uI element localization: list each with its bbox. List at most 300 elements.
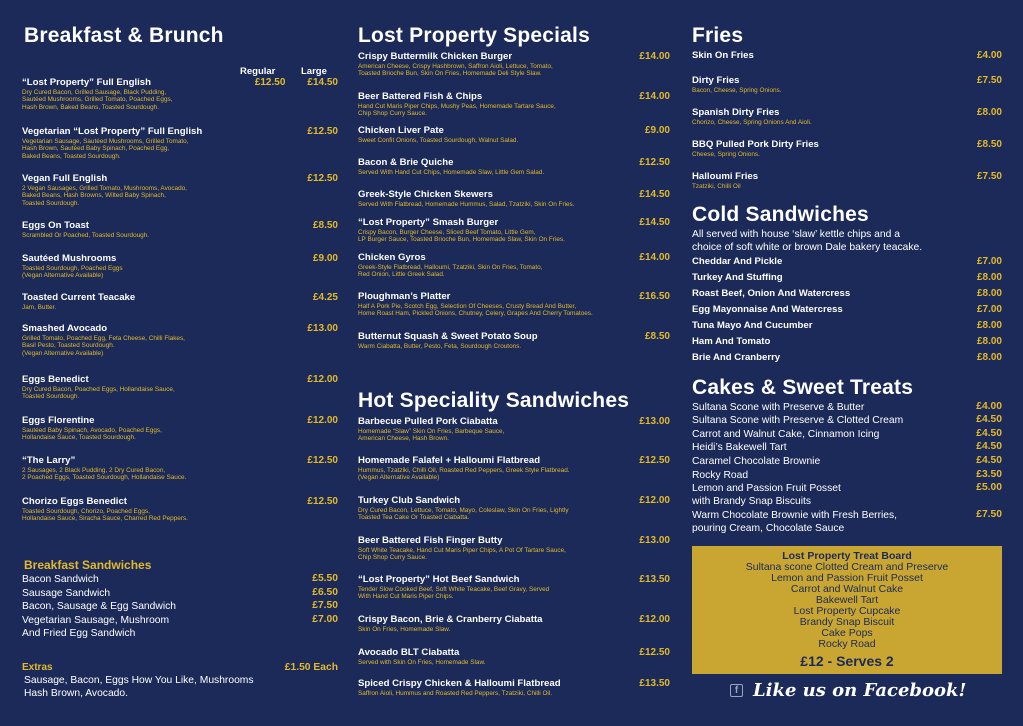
description-line: Dry Cured Bacon, Lettuce, Tomato, Mayo, Coleslaw, Skin On Fries, Lightly bbox=[358, 507, 569, 514]
cake-name bbox=[692, 401, 864, 414]
description-line: (Vegan Alternative Available) bbox=[22, 349, 104, 357]
cake-name bbox=[692, 482, 841, 508]
cake-price: £4.50 bbox=[976, 428, 1002, 439]
cold-sandwich-name: Egg Mayonnaise And Watercress bbox=[692, 304, 843, 315]
cake-name-line: Caramel Chocolate Brownie bbox=[692, 456, 821, 467]
menu-item-price: £14.50 bbox=[639, 189, 670, 200]
menu-item-description bbox=[22, 232, 338, 239]
menu-item-name: Beer Battered Fish Finger Butty bbox=[358, 535, 503, 546]
description-line: Soft White Teacake, Hand Cut Maris Piper Chips, A Pot Of Tartare Sauce, bbox=[358, 547, 566, 554]
menu-item bbox=[22, 253, 338, 280]
treat-board-item: Carrot and Walnut Cake bbox=[790, 583, 904, 595]
price-group bbox=[255, 77, 338, 88]
menu-item-price: £12.50 bbox=[639, 157, 670, 168]
menu-item-name: Crispy Buttermilk Chicken Burger bbox=[358, 51, 513, 62]
description-line: Toasted Sourdough, Chorizo, Poached Eggs, bbox=[22, 508, 150, 515]
menu-item-row bbox=[358, 189, 670, 200]
menu-item-description bbox=[358, 63, 670, 78]
cold-sandwich-name: Brie And Cranberry bbox=[692, 352, 781, 363]
description-line: Cheese, Spring Onions. bbox=[692, 151, 760, 158]
menu-item-price: £12.50 bbox=[307, 455, 338, 466]
menu-item bbox=[22, 292, 338, 311]
menu-item bbox=[22, 126, 338, 160]
description-line: Dry Cured Bacon, Poached Eggs, Hollandaise Sauce, bbox=[22, 386, 175, 393]
description-line: Saffron Aioli, Hummus and Roasted Red Peppers, Tzatziki, Chilli Oil. bbox=[358, 690, 553, 697]
menu-item-name: “Lost Property” Smash Burger bbox=[358, 217, 499, 228]
menu-item-row bbox=[358, 416, 670, 427]
cake-name-line: Heidi’s Bakewell Tart bbox=[692, 442, 787, 453]
menu-item bbox=[22, 415, 338, 442]
cake-row bbox=[692, 509, 1002, 535]
description-line: Chorizo, Cheese, Spring Onions And Aioli. bbox=[692, 119, 812, 126]
menu-item bbox=[22, 220, 338, 239]
breakfast-sandwiches-title: Breakfast Sandwiches bbox=[24, 558, 152, 572]
menu-item bbox=[692, 50, 1002, 61]
cake-name-line: Sultana Scone with Preserve & Clotted Cream bbox=[692, 415, 904, 426]
menu-item-price: £16.50 bbox=[639, 291, 670, 302]
menu-item-row bbox=[22, 292, 338, 303]
description-line: Vegetarian Sausage, Sautéed Mushrooms, Grilled Tomato, bbox=[22, 138, 189, 145]
cake-price: £3.50 bbox=[976, 469, 1002, 480]
menu-item-price: £12.00 bbox=[639, 495, 670, 506]
description-line: Sautéed Baby Spinach, Avocado, Poached Eggs, bbox=[22, 427, 162, 434]
menu-item bbox=[358, 574, 670, 601]
description-line: Warm Ciabatta, Butter, Pesto, Feta, Sourdough Croutons. bbox=[358, 343, 522, 350]
cold-sandwich-name: Turkey And Stuffing bbox=[692, 272, 783, 283]
cold-sandwich-name: Tuna Mayo And Cucumber bbox=[692, 320, 813, 331]
menu-item-description bbox=[358, 264, 670, 279]
cold-sandwich-row bbox=[692, 272, 1002, 283]
menu-item-price: £12.50 bbox=[307, 496, 338, 507]
cold-sandwich-name: Cheddar And Pickle bbox=[692, 256, 783, 267]
sandwich-name bbox=[22, 614, 169, 640]
menu-item-name: Dirty Fries bbox=[692, 75, 740, 86]
description-line: (Vegan Alternative Available) bbox=[22, 272, 104, 280]
menu-item-price: £14.50 bbox=[639, 217, 670, 228]
menu-item-description bbox=[22, 386, 338, 401]
treat-board-item: Brandy Snap Biscuit bbox=[799, 616, 895, 628]
cold-sandwich-price: £7.00 bbox=[976, 256, 1002, 267]
menu-item-price: £9.00 bbox=[312, 253, 338, 264]
cold-sandwich-price: £8.00 bbox=[976, 288, 1002, 299]
cake-name-line: with Brandy Snap Biscuits bbox=[692, 496, 812, 507]
cold-sandwich-price: £8.00 bbox=[976, 352, 1002, 363]
description-line: Baked Beans, Hash Browns, Wilted Baby Spinach, bbox=[22, 192, 166, 200]
menu-item-description bbox=[22, 508, 338, 523]
description-line: 2 Poached Eggs, Toasted Sourdough, Hollandaise Sauce. bbox=[22, 474, 187, 482]
menu-item-description bbox=[22, 304, 338, 311]
menu-item-description bbox=[358, 103, 670, 118]
menu-item bbox=[22, 77, 338, 111]
description-line: Home Roast Ham, Pickled Onions, Chutney, Celery, Grapes And Cherry Tomatoes. bbox=[358, 310, 593, 318]
cake-name-line: Sultana Scone with Preserve & Butter bbox=[692, 402, 865, 413]
menu-item-price: £14.00 bbox=[639, 51, 670, 62]
menu-item-description bbox=[692, 151, 1002, 158]
menu-item-row bbox=[22, 126, 338, 137]
description-line: Hash Brown, Sautéed Baby Spinach, Poached Egg, bbox=[22, 145, 170, 153]
menu-item-name: “The Larry” bbox=[22, 455, 76, 466]
treat-board-title: Lost Property Treat Board bbox=[782, 550, 912, 562]
menu-item-name: Vegetarian “Lost Property” Full English bbox=[22, 126, 203, 137]
menu-item-row bbox=[358, 574, 670, 585]
extras-line: Sausage, Bacon, Eggs How You Like, Mushrooms bbox=[24, 675, 254, 686]
menu-item-description bbox=[692, 87, 1002, 94]
menu-item bbox=[692, 139, 1002, 158]
menu-item-name: Crispy Bacon, Brie & Cranberry Ciabatta bbox=[358, 614, 543, 625]
menu-item-row bbox=[692, 107, 1002, 118]
menu-item-row bbox=[22, 496, 338, 507]
sandwich-name-line: And Fried Egg Sandwich bbox=[22, 628, 136, 639]
menu-item bbox=[22, 173, 338, 207]
menu-item bbox=[358, 455, 670, 482]
menu-item-description bbox=[22, 89, 338, 111]
cake-price: £7.50 bbox=[976, 509, 1002, 520]
cake-price: £4.50 bbox=[976, 414, 1002, 425]
menu-item-description bbox=[358, 137, 670, 144]
menu-item-row bbox=[358, 535, 670, 546]
menu-item bbox=[358, 291, 670, 318]
menu-item-name: Turkey Club Sandwich bbox=[358, 495, 461, 506]
menu-item-description bbox=[358, 659, 670, 666]
cake-name bbox=[692, 455, 820, 468]
sandwich-row bbox=[22, 587, 338, 600]
menu-item-name: Beer Battered Fish & Chips bbox=[358, 91, 483, 102]
menu-item-row bbox=[358, 291, 670, 302]
description-line: Skin On Fries, Homemade Slaw. bbox=[358, 626, 451, 633]
cake-name-line: pouring Cream, Chocolate Sauce bbox=[692, 523, 845, 534]
treat-board-item: Bakewell Tart bbox=[815, 594, 879, 606]
menu-item-name: Eggs Florentine bbox=[22, 415, 95, 426]
description-line: Hand Cut Maris Piper Chips, Mushy Peas, Homemade Tartare Sauce, bbox=[358, 103, 556, 110]
description-line: Crispy Bacon, Burger Cheese, Sliced Beef Tomato, Little Gem, bbox=[358, 229, 536, 236]
menu-item bbox=[358, 189, 670, 208]
hot-sandwiches-title: Hot Speciality Sandwiches bbox=[358, 389, 630, 412]
extras-price: £1.50 Each bbox=[284, 662, 338, 673]
menu-item-price: £12.50 bbox=[639, 455, 670, 466]
menu-item-name: Vegan Full English bbox=[22, 173, 108, 184]
description-line: Greek-Style Flatbread, Halloumi, Tzatziki, Skin On Fries, Tomato, bbox=[358, 264, 543, 271]
description-line: Hummus, Tzatziki, Chilli Oil, Roasted Red Peppers, Greek Style Flatbread. bbox=[358, 467, 570, 474]
menu-item-row bbox=[22, 374, 338, 385]
menu-item-description bbox=[358, 690, 670, 697]
cold-sandwich-row bbox=[692, 288, 1002, 299]
menu-item-row bbox=[358, 331, 670, 342]
menu-item-description bbox=[692, 119, 1002, 126]
cake-name-line: Warm Chocolate Brownie with Fresh Berries, bbox=[692, 510, 898, 521]
menu-item-description bbox=[358, 343, 670, 350]
cold-sandwich-row bbox=[692, 320, 1002, 331]
menu-item-description bbox=[358, 626, 670, 633]
treat-board-item: Lemon and Passion Fruit Posset bbox=[771, 572, 923, 584]
menu-item-description bbox=[22, 138, 338, 160]
cake-row bbox=[692, 469, 1002, 482]
menu-item-name: “Lost Property” Hot Beef Sandwich bbox=[358, 574, 520, 585]
menu-item-price: £13.00 bbox=[639, 535, 670, 546]
description-line: Sautéed Mushrooms, Grilled Tomato, Poached Eggs, bbox=[22, 96, 173, 104]
sandwich-name: Sausage Sandwich bbox=[22, 588, 111, 599]
menu-item bbox=[358, 535, 670, 562]
description-line: Jam, Butter. bbox=[22, 304, 57, 311]
description-line: Toasted Sourdough, Poached Eggs bbox=[22, 265, 123, 272]
cold-sandwich-price: £8.00 bbox=[976, 272, 1002, 283]
menu-item-description bbox=[22, 185, 338, 207]
menu-item-row bbox=[358, 217, 670, 228]
menu-item-name: Chicken Liver Pate bbox=[358, 125, 444, 136]
menu-item-price: £12.00 bbox=[307, 374, 338, 385]
menu-item-name: Avocado BLT Ciabatta bbox=[358, 647, 460, 658]
menu-item bbox=[22, 496, 338, 523]
menu-item bbox=[692, 107, 1002, 126]
description-line: Toasted Sourdough. bbox=[22, 199, 80, 207]
menu-item-row bbox=[692, 50, 1002, 61]
menu-item-row bbox=[358, 91, 670, 102]
description-line: Hash Brown, Baked Beans, Toasted Sourdough. bbox=[22, 103, 160, 111]
description-line: Served with Skin On Fries, Homemade Slaw. bbox=[358, 659, 486, 666]
breakfast-title: Breakfast & Brunch bbox=[24, 24, 224, 47]
cake-name bbox=[692, 441, 787, 454]
menu-item-row bbox=[358, 252, 670, 263]
menu-item-description bbox=[358, 586, 670, 601]
extras-title: Extras bbox=[22, 662, 53, 673]
menu-item-name: Chorizo Eggs Benedict bbox=[22, 496, 128, 507]
cold-sandwich-name: Ham And Tomato bbox=[692, 336, 771, 347]
menu-item bbox=[358, 647, 670, 666]
menu-item-name: Sautéed Mushrooms bbox=[22, 253, 117, 264]
menu-item-row bbox=[358, 647, 670, 658]
description-line: Baked Beans, Toasted Sourdough. bbox=[22, 152, 121, 160]
cake-name bbox=[692, 414, 903, 427]
lost-property-title: Lost Property Specials bbox=[358, 24, 590, 47]
menu-item-row bbox=[358, 678, 670, 689]
sandwich-price: £5.50 bbox=[312, 573, 338, 584]
menu-item-price: £7.50 bbox=[976, 171, 1002, 182]
menu-item-row bbox=[22, 173, 338, 184]
cold-sandwich-row bbox=[692, 304, 1002, 315]
cake-name bbox=[692, 509, 897, 535]
cake-row bbox=[692, 428, 1002, 441]
column-header-regular: Regular bbox=[240, 66, 276, 77]
menu-item-row bbox=[22, 455, 338, 466]
menu-item-name: Homemade Falafel + Halloumi Flatbread bbox=[358, 455, 541, 466]
cake-name bbox=[692, 469, 748, 482]
description-line: Tender Slow Cooked Beef, Soft White Teacake, Beef Gravy, Served bbox=[358, 586, 550, 593]
cold-sandwiches-title: Cold Sandwiches bbox=[692, 203, 869, 226]
description-line: Hollandaise Sauce, Toasted Sourdough. bbox=[22, 434, 136, 442]
menu-item bbox=[358, 614, 670, 633]
menu-item-row bbox=[358, 125, 670, 136]
menu-item bbox=[22, 323, 338, 357]
cold-sandwich-row bbox=[692, 352, 1002, 363]
cold-sandwich-price: £8.00 bbox=[976, 336, 1002, 347]
description-line: Chip Shop Curry Sauce. bbox=[358, 554, 427, 562]
menu-item bbox=[358, 51, 670, 78]
treat-board-item: Sultana scone Clotted Cream and Preserve bbox=[745, 561, 949, 573]
menu-item-name: BBQ Pulled Pork Dirty Fries bbox=[692, 139, 819, 150]
menu-item bbox=[692, 75, 1002, 94]
extras-line: Hash Brown, Avocado. bbox=[24, 687, 128, 699]
treat-board-list bbox=[692, 562, 1002, 650]
menu-item-price: £13.00 bbox=[639, 416, 670, 427]
description-line: Half A Pork Pie, Scotch Egg, Selection Of Cheeses, Crusty Bread And Butter, bbox=[358, 303, 577, 310]
intro-line: choice of soft white or brown Dale bakery teacake. bbox=[692, 242, 923, 253]
menu-item-price: £12.50 bbox=[639, 647, 670, 658]
menu-item bbox=[358, 495, 670, 522]
menu-item-name: Chicken Gyros bbox=[358, 252, 426, 263]
menu-item-description bbox=[22, 427, 338, 442]
cold-sandwich-price: £8.00 bbox=[976, 320, 1002, 331]
description-line: 2 Vegan Sausages, Grilled Tomato, Mushrooms, Avocado, bbox=[22, 185, 187, 192]
description-line: Hollandaise Sauce, Siracha Sauce, Charred Red Peppers. bbox=[22, 515, 188, 523]
column-header-large: Large bbox=[301, 66, 327, 77]
menu-item-name: Toasted Current Teacake bbox=[22, 292, 136, 303]
menu-item-price: £8.50 bbox=[644, 331, 670, 342]
description-line: Basil Pesto, Toasted Sourdough. bbox=[22, 342, 115, 350]
menu-item-row bbox=[692, 75, 1002, 86]
description-line: Toasted Sourdough. bbox=[22, 393, 80, 401]
menu-item-description bbox=[22, 335, 338, 357]
cake-row bbox=[692, 401, 1002, 414]
menu-item bbox=[22, 374, 338, 401]
menu-item-description bbox=[358, 169, 670, 176]
description-line: American Cheese, Crispy Hashbrown, Saffron Aioli, Lettuce, Tomato, bbox=[358, 63, 553, 70]
menu-item-description bbox=[358, 229, 670, 244]
menu-item-price: £8.00 bbox=[976, 107, 1002, 118]
menu-item-price: £8.50 bbox=[976, 139, 1002, 150]
description-line: Served With Hand Cut Chips, Homemade Slaw, Little Gem Salad. bbox=[358, 169, 545, 176]
menu-item-price: £12.50 bbox=[254, 77, 286, 88]
menu-item-description bbox=[358, 467, 670, 482]
menu-item-price: £14.50 bbox=[307, 77, 338, 88]
menu-item-row bbox=[358, 157, 670, 168]
menu-item-price: £12.00 bbox=[639, 614, 670, 625]
menu-item-price: £14.00 bbox=[639, 91, 670, 102]
sandwich-name-line: Vegetarian Sausage, Mushroom bbox=[22, 615, 170, 626]
menu-item-name: Eggs On Toast bbox=[22, 220, 89, 231]
menu-item-row bbox=[22, 323, 338, 334]
menu-item-row bbox=[22, 415, 338, 426]
description-line: (Vegan Alternative Available) bbox=[358, 474, 440, 482]
menu-item-name: Spanish Dirty Fries bbox=[692, 107, 780, 118]
menu-item-price: £12.50 bbox=[307, 173, 338, 184]
menu-item-row bbox=[22, 220, 338, 231]
menu-item-name: “Lost Property” Full English bbox=[22, 77, 151, 88]
cake-price: £4.00 bbox=[976, 401, 1002, 412]
description-line: LP Burger Sauce, Toasted Brioche Bun, Homemade Slaw, Skin On Fries. bbox=[358, 236, 565, 244]
cake-row bbox=[692, 455, 1002, 468]
menu-item-row bbox=[22, 253, 338, 264]
menu-item-price: £8.50 bbox=[312, 220, 338, 231]
extras-row bbox=[22, 662, 338, 673]
menu-item-name: Skin On Fries bbox=[692, 50, 754, 61]
description-line: With Hand Cut Maris Piper Chips. bbox=[358, 593, 454, 601]
menu-item-name: Halloumi Fries bbox=[692, 171, 759, 182]
sandwich-price: £7.50 bbox=[312, 600, 338, 611]
description-line: Bacon, Cheese, Spring Onions. bbox=[692, 87, 782, 94]
menu-item-name: Smashed Avocado bbox=[22, 323, 108, 334]
facebook-link[interactable] bbox=[730, 680, 966, 701]
menu-item-description bbox=[358, 303, 670, 318]
menu-item bbox=[358, 91, 670, 118]
menu-item-description bbox=[692, 183, 1002, 190]
treat-board-price: £12 - Serves 2 bbox=[800, 653, 894, 669]
cake-name-line: Lemon and Passion Fruit Posset bbox=[692, 483, 841, 494]
sandwich-name: Bacon Sandwich bbox=[22, 574, 99, 585]
fries-title: Fries bbox=[692, 24, 744, 47]
menu-item bbox=[692, 171, 1002, 190]
facebook-icon: f bbox=[730, 684, 743, 697]
menu-item bbox=[358, 331, 670, 350]
menu-item bbox=[358, 416, 670, 443]
description-line: Red Onion, Little Greek Salad. bbox=[358, 271, 445, 279]
menu-item-name: Butternut Squash & Sweet Potato Soup bbox=[358, 331, 538, 342]
cake-name bbox=[692, 428, 879, 441]
cake-row bbox=[692, 482, 1002, 508]
cold-sandwiches-intro bbox=[692, 228, 922, 254]
menu-item-name: Barbecue Pulled Pork Ciabatta bbox=[358, 416, 498, 427]
extras-description bbox=[24, 675, 254, 700]
menu-item-price: £13.50 bbox=[639, 574, 670, 585]
cake-row bbox=[692, 441, 1002, 454]
menu-item-name: Greek-Style Chicken Skewers bbox=[358, 189, 493, 200]
intro-line: All served with house ‘slaw’ kettle chips and a bbox=[692, 229, 900, 240]
menu-item bbox=[358, 125, 670, 144]
menu-item-row bbox=[358, 455, 670, 466]
description-line: Chip Shop Curry Sauce. bbox=[358, 110, 427, 118]
menu-item-price: £7.50 bbox=[976, 75, 1002, 86]
treat-board bbox=[692, 546, 1002, 674]
sandwich-price: £7.00 bbox=[312, 614, 338, 625]
cold-sandwich-price: £7.00 bbox=[976, 304, 1002, 315]
menu-item-name: Spiced Crispy Chicken & Halloumi Flatbread bbox=[358, 678, 561, 689]
cake-row bbox=[692, 414, 1002, 427]
description-line: Served With Flatbread, Homemade Hummus, Salad, Tzatziki, Skin On Fries. bbox=[358, 201, 575, 208]
cake-name-line: Carrot and Walnut Cake, Cinnamon Icing bbox=[692, 429, 880, 440]
menu-item bbox=[22, 455, 338, 482]
cold-sandwich-name: Roast Beef, Onion And Watercress bbox=[692, 288, 851, 299]
cold-sandwich-row bbox=[692, 336, 1002, 347]
sandwich-name: Bacon, Sausage & Egg Sandwich bbox=[22, 601, 176, 612]
description-line: Toasted Brioche Bun, Skin On Fries, Homemade Deli Style Slaw. bbox=[358, 70, 542, 78]
description-line: Toasted Tea Cake Or Toasted Ciabatta. bbox=[358, 514, 470, 522]
menu-item-row bbox=[358, 495, 670, 506]
description-line: Tzatziki, Chilli Oil bbox=[692, 183, 741, 190]
menu-item-description bbox=[358, 547, 670, 562]
sandwich-price: £6.50 bbox=[312, 587, 338, 598]
menu-item-description bbox=[358, 201, 670, 208]
treat-board-item: Rocky Road bbox=[818, 638, 876, 650]
menu-item-row bbox=[692, 171, 1002, 182]
menu-item-name: Ploughman’s Platter bbox=[358, 291, 451, 302]
sandwich-row bbox=[22, 600, 338, 613]
menu-item-description bbox=[22, 265, 338, 280]
menu-item-price: £9.00 bbox=[644, 125, 670, 136]
menu-item-name: Bacon & Brie Quiche bbox=[358, 157, 454, 168]
menu-item-price: £14.00 bbox=[639, 252, 670, 263]
menu-item-description bbox=[22, 467, 338, 482]
description-line: Sweet Confit Onions, Toasted Sourdough, Walnut Salad. bbox=[358, 137, 519, 144]
menu-item bbox=[358, 252, 670, 279]
menu-item-price: £12.50 bbox=[307, 126, 338, 137]
cakes-title: Cakes & Sweet Treats bbox=[692, 376, 914, 399]
description-line: Scrambled Or Poached, Toasted Sourdough. bbox=[22, 232, 150, 239]
menu-item-row bbox=[358, 51, 670, 62]
menu-item bbox=[358, 217, 670, 244]
menu-item-description bbox=[358, 507, 670, 522]
menu-item-price: £4.00 bbox=[976, 50, 1002, 61]
menu-item-price: £12.00 bbox=[307, 415, 338, 426]
treat-board-item: Lost Property Cupcake bbox=[793, 605, 901, 617]
menu-item-price: £4.25 bbox=[312, 292, 338, 303]
